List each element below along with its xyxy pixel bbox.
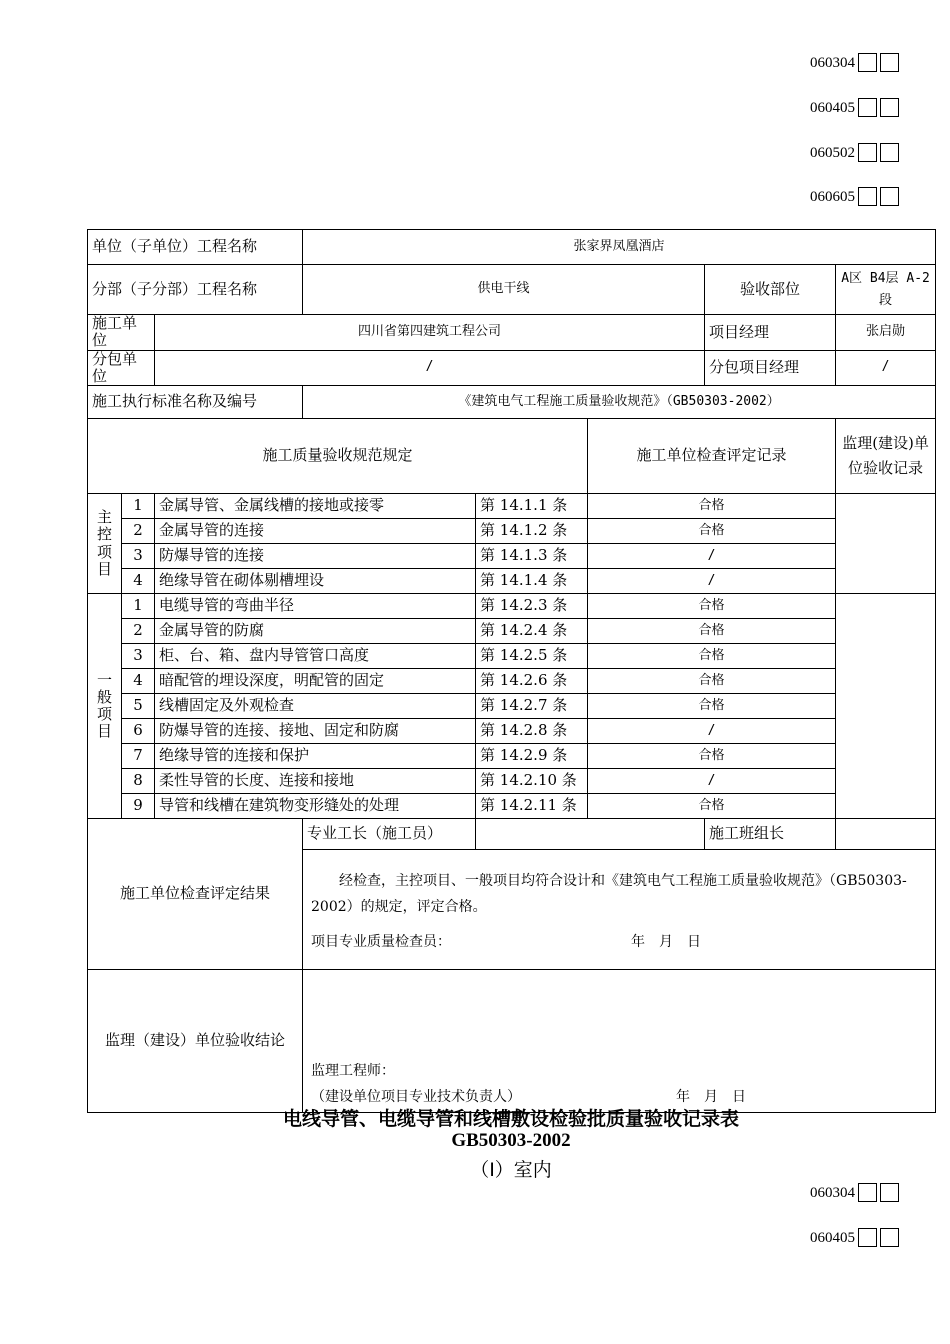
checkbox[interactable] [858,143,877,162]
code-number: 060605 [810,189,855,205]
unit-name-value: 张家界凤凰酒店 [303,230,936,265]
item-clause: 第 14.2.5 条 [476,644,588,669]
item-name: 防爆导管的连接 [155,544,476,569]
general-supervision-record[interactable] [836,594,936,819]
main-control-group-label: 主 控 项 目 [88,494,122,594]
result-text: 经检查，主控项目、一般项目均符合设计和《建筑电气工程施工质量验收规范》（GB50303-2002）的规定，评定合格。 [311,873,907,915]
item-name: 金属导管、金属线槽的接地或接零 [155,494,476,519]
project-manager-value: 张启勋 [836,315,936,351]
item-clause: 第 14.1.2 条 [476,519,588,544]
item-result: 合格 [588,494,836,519]
code-line-4 [810,184,899,206]
item-name: 柜、台、箱、盘内导管管口高度 [155,644,476,669]
contractor-label: 施工单位 [88,315,155,351]
contractor-result-cell [303,850,936,970]
item-clause: 第 14.1.3 条 [476,544,588,569]
standard-label: 施工执行标准名称及编号 [88,386,303,419]
item-result: / [588,719,836,744]
subdivision-value: 供电干线 [303,265,705,315]
item-result: 合格 [588,619,836,644]
item-result: / [588,544,836,569]
supervision-conclusion-cell[interactable] [303,970,936,1113]
code-number: 060502 [810,145,855,161]
subdivision-label: 分部（子分部）工程名称 [88,265,303,315]
item-number: 7 [122,744,155,769]
item-name: 绝缘导管的连接和保护 [155,744,476,769]
inspector-label: 项目专业质量检查员： [311,934,452,950]
spec-column-header: 施工质量验收规范规定 [88,419,588,494]
item-name: 电缆导管的弯曲半径 [155,594,476,619]
item-result: 合格 [588,794,836,819]
item-number: 8 [122,769,155,794]
item-result: 合格 [588,669,836,694]
checkbox[interactable] [880,98,899,117]
subcontractor-label: 分包单位 [88,350,155,386]
supervision-column-header: 监理(建设)单位验收记录 [836,419,936,494]
item-name: 金属导管的防腐 [155,619,476,644]
checkbox[interactable] [858,187,877,206]
item-clause: 第 14.2.3 条 [476,594,588,619]
item-number: 1 [122,494,155,519]
code-number: 060405 [810,1230,855,1246]
item-name: 防爆导管的连接、接地、固定和防腐 [155,719,476,744]
item-name: 暗配管的埋设深度，明配管的固定 [155,669,476,694]
item-clause: 第 14.2.11 条 [476,794,588,819]
unit-name-label: 单位（子单位）工程名称 [88,230,303,265]
foreman-label: 专业工长（施工员） [303,819,476,850]
item-name: 导管和线槽在建筑物变形缝处的处理 [155,794,476,819]
owner-label: （建设单位项目专业技术负责人） [311,1089,522,1105]
item-clause: 第 14.2.7 条 [476,694,588,719]
supervision-date: 年 月 日 [676,1089,747,1105]
contractor-result-label: 施工单位检查评定结果 [88,819,303,970]
item-number: 4 [122,669,155,694]
item-clause: 第 14.1.4 条 [476,569,588,594]
record-column-header: 施工单位检查评定记录 [588,419,836,494]
acceptance-part-value: A区 B4层 A-2段 [836,265,936,315]
checkbox[interactable] [858,1183,877,1202]
team-leader-label: 施工班组长 [705,819,836,850]
contractor-value: 四川省第四建筑工程公司 [155,315,705,351]
checkbox[interactable] [880,187,899,206]
code-line-3 [810,140,899,162]
item-number: 2 [122,619,155,644]
inspection-form [87,229,936,1113]
item-clause: 第 14.2.6 条 [476,669,588,694]
team-leader-signature-field[interactable] [836,819,936,850]
item-number: 1 [122,594,155,619]
sub-project-manager-value: / [836,350,936,386]
project-manager-label: 项目经理 [705,315,836,351]
code-number: 060304 [810,1185,855,1201]
code-number: 060304 [810,55,855,71]
footer-code-line-1 [810,1180,899,1202]
item-result: 合格 [588,594,836,619]
code-line-2 [810,95,899,117]
item-result: / [588,769,836,794]
item-number: 3 [122,544,155,569]
code-line-1 [810,50,899,72]
item-clause: 第 14.2.9 条 [476,744,588,769]
form-subtitle: （Ⅰ）室内 [470,1159,552,1181]
engineer-label: 监理工程师： [311,1063,396,1079]
item-result: 合格 [588,519,836,544]
form-standard-code: GB50303-2002 [451,1130,571,1151]
standard-value: 《建筑电气工程施工质量验收规范》（GB50303-2002） [303,386,936,419]
checkbox[interactable] [880,143,899,162]
general-group-label: 一 般 项 目 [88,594,122,819]
item-result: / [588,569,836,594]
result-date: 年 月 日 [631,934,702,950]
supervision-conclusion-label: 监理（建设）单位验收结论 [88,970,303,1113]
main-supervision-record[interactable] [836,494,936,594]
item-number: 3 [122,644,155,669]
item-result: 合格 [588,694,836,719]
subcontractor-value: / [155,350,705,386]
checkbox[interactable] [880,1183,899,1202]
code-number: 060405 [810,100,855,116]
checkbox[interactable] [858,98,877,117]
item-number: 5 [122,694,155,719]
item-number: 2 [122,519,155,544]
item-clause: 第 14.2.4 条 [476,619,588,644]
item-number: 6 [122,719,155,744]
checkbox[interactable] [880,1228,899,1247]
item-name: 柔性导管的长度、连接和接地 [155,769,476,794]
item-number: 4 [122,569,155,594]
checkbox[interactable] [858,53,877,72]
item-number: 9 [122,794,155,819]
form-title: 电线导管、电缆导管和线槽敷设检验批质量验收记录表 [282,1108,739,1130]
checkbox[interactable] [858,1228,877,1247]
item-name: 绝缘导管在砌体剔槽埋设 [155,569,476,594]
foreman-signature-field[interactable] [476,819,705,850]
item-clause: 第 14.2.10 条 [476,769,588,794]
footer-code-line-2 [810,1225,899,1247]
item-result: 合格 [588,644,836,669]
item-name: 线槽固定及外观检查 [155,694,476,719]
item-result: 合格 [588,744,836,769]
sub-project-manager-label: 分包项目经理 [705,350,836,386]
checkbox[interactable] [880,53,899,72]
item-clause: 第 14.2.8 条 [476,719,588,744]
acceptance-part-label: 验收部位 [705,265,836,315]
item-name: 金属导管的连接 [155,519,476,544]
item-clause: 第 14.1.1 条 [476,494,588,519]
